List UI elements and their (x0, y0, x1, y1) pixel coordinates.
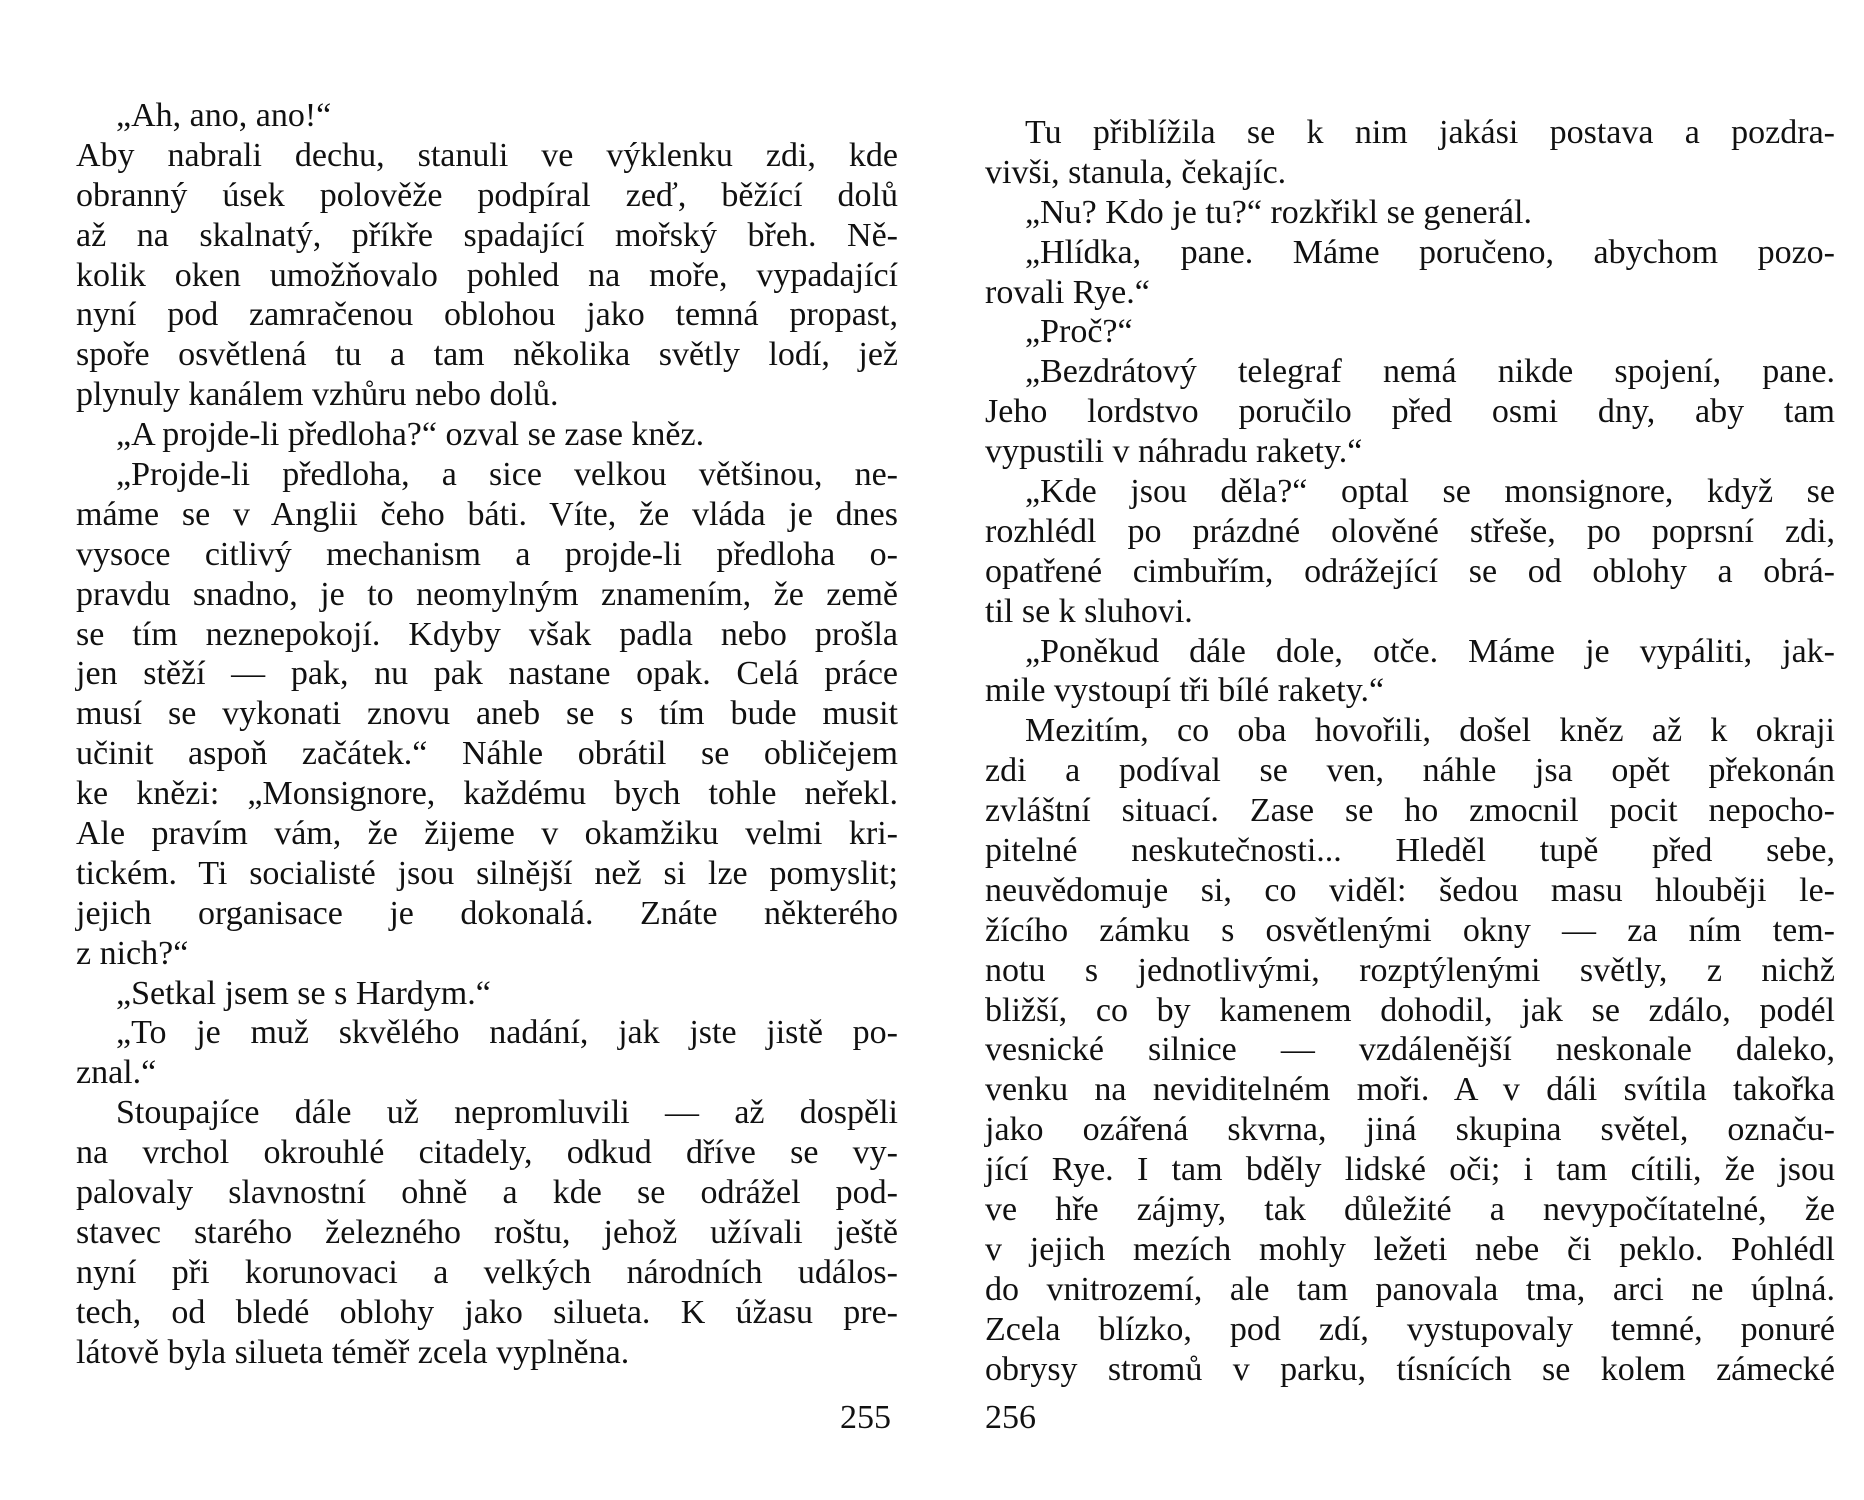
text-line: Stoupajíce dále už nepromluvili — až dospěli (116, 1094, 898, 1132)
text-line: rovali Rye.“ (985, 273, 1150, 311)
text-line: na vrchol okrouhlé citadely, odkud dříve se vy- (76, 1134, 898, 1172)
left-page (76, 96, 898, 1373)
text-line: vysoce citlivý mechanism a projde-li předloha o- (76, 535, 898, 573)
text-line: venku na neviditelném moři. A v dáli svítila takořka (985, 1071, 1835, 1109)
text-line: plynuly kanálem vzhůru nebo dolů. (76, 376, 559, 414)
text-line: znal.“ (76, 1054, 157, 1092)
page-number-right: 256 (985, 1399, 1036, 1436)
text-line: kolik oken umožňovalo pohled na moře, vypadající (76, 256, 898, 294)
text-line: zdi a podíval se ven, náhle jsa opět překonán (985, 752, 1835, 790)
text-line: stavec starého železného roštu, jehož užívali ještě (76, 1213, 898, 1251)
text-line: „Setkal jsem se s Hardym.“ (116, 974, 491, 1012)
text-line: „Ah, ano, ano!“ (116, 97, 332, 134)
text-line: jící Rye. I tam bděly lidské oči; i tam cítili, že jsou (985, 1151, 1835, 1189)
text-line: rozhlédl po prázdné olověné střeše, po poprsní zdi, (985, 512, 1835, 550)
text-line: Ale pravím vám, že žijeme v okamžiku velmi kri- (76, 815, 898, 853)
text-line: „Poněkud dále dole, otče. Máme je vypáliti, jak- (1025, 632, 1835, 670)
text-line: pitelné neskutečnosti... Hleděl tupě před sebe, (985, 832, 1835, 870)
text-line: v jejich mezích mohly ležeti nebe či peklo. Pohlédl (985, 1230, 1835, 1268)
text-line: se tím neznepokojí. Kdyby však padla nebo prošla (76, 615, 898, 653)
text-line: „Projde-li předloha, a sice velkou většinou, ne- (116, 456, 898, 494)
text-line: „To je muž skvělého nadání, jak jste jistě po- (116, 1014, 898, 1052)
text-line: opatřené cimbuřím, odrážející se od oblohy a obrá- (985, 552, 1835, 590)
text-line: bližší, co by kamenem dohodil, jak se zdálo, podél (985, 991, 1835, 1029)
text-line: obrysy stromů v parku, tísnících se kolem zámecké (985, 1350, 1835, 1388)
page-number-left: 255 (840, 1399, 891, 1436)
text-line: vivši, stanula, čekajíc. (985, 153, 1287, 191)
text-line: jen stěží — pak, nu pak nastane opak. Celá práce (76, 655, 898, 693)
text-line: z nich?“ (76, 934, 189, 972)
text-line: vypustili v náhradu rakety.“ (985, 433, 1363, 471)
text-line: učinit aspoň začátek.“ Náhle obrátil se obličejem (76, 735, 898, 773)
text-line: Aby nabrali dechu, stanuli ve výklenku zdi, kde (76, 136, 898, 174)
text-line: jejich organisace je dokonalá. Znáte některého (76, 894, 898, 932)
text-line: do vnitrozemí, ale tam panovala tma, arci ne úplná. (985, 1270, 1835, 1308)
text-line: nyní při korunovaci a velkých národních událos- (76, 1253, 898, 1291)
text-line: zvláštní situací. Zase se ho zmocnil pocit nepocho- (985, 792, 1835, 830)
text-line: obranný úsek polověže podpíral zeď, běžící dolů (76, 176, 898, 214)
text-line: „Proč?“ (1025, 313, 1133, 351)
text-line: tickém. Ti socialisté jsou silnější než si lze pomyslit; (76, 854, 898, 892)
text-line: vesnické silnice — vzdálenější neskonale daleko, (985, 1031, 1835, 1069)
text-line: til se k sluhovi. (985, 592, 1193, 630)
text-line: nyní pod zamračenou oblohou jako temná propast, (76, 296, 898, 334)
text-line: „Bezdrátový telegraf nemá nikde spojení, pane. (1025, 353, 1835, 391)
text-line: musí se vykonati znovu aneb se s tím bude musit (76, 695, 898, 733)
text-line: Tu přiblížila se k nim jakási postava a pozdra- (1025, 114, 1835, 151)
text-line: žícího zámku s osvětlenými okny — za ním tem- (985, 911, 1835, 949)
text-line: Zcela blízko, pod zdí, vystupovaly temné, ponuré (985, 1310, 1835, 1348)
text-line: Mezitím, co oba hovořili, došel kněz až k okraji (1025, 712, 1835, 750)
text-line: jako ozářená skvrna, jiná skupina světel, označu- (985, 1111, 1835, 1149)
text-line: neuvědomuje si, co viděl: šedou masu hlouběji le- (985, 871, 1835, 909)
text-line: ke knězi: „Monsignore, každému bych tohle neřekl. (76, 775, 898, 813)
text-line: palovaly slavnostní ohně a kde se odrážel pod- (76, 1174, 898, 1212)
text-line: tech, od bledé oblohy jako silueta. K úžasu pre- (76, 1293, 898, 1331)
text-line: „A projde-li předloha?“ ozval se zase kněz. (116, 416, 705, 454)
text-line: „Nu? Kdo je tu?“ rozkřikl se generál. (1025, 193, 1532, 231)
text-line: spoře osvětlená tu a tam několika světly lodí, jež (76, 336, 898, 374)
text-line: až na skalnatý, příkře spadající mořský břeh. Ně- (76, 216, 898, 254)
text-line: pravdu snadno, je to neomylným znamením, že země (76, 575, 898, 613)
text-line: „Hlídka, pane. Máme poručeno, abychom pozo- (1025, 233, 1835, 271)
text-line: notu s jednotlivými, rozptýlenými světly, z nichž (985, 951, 1835, 989)
text-line: „Kde jsou děla?“ optal se monsignore, když se (1025, 473, 1835, 511)
text-line: ve hře zájmy, tak důležité a nevypočítatelné, že (985, 1191, 1835, 1229)
text-line: Jeho lordstvo poručilo před osmi dny, aby tam (985, 393, 1835, 431)
text-line: máme se v Anglii čeho báti. Víte, že vláda je dnes (76, 495, 898, 533)
text-line: látově byla silueta téměř zcela vyplněna. (76, 1333, 630, 1371)
right-page (985, 96, 1835, 1390)
text-line: mile vystoupí tři bílé rakety.“ (985, 672, 1385, 710)
